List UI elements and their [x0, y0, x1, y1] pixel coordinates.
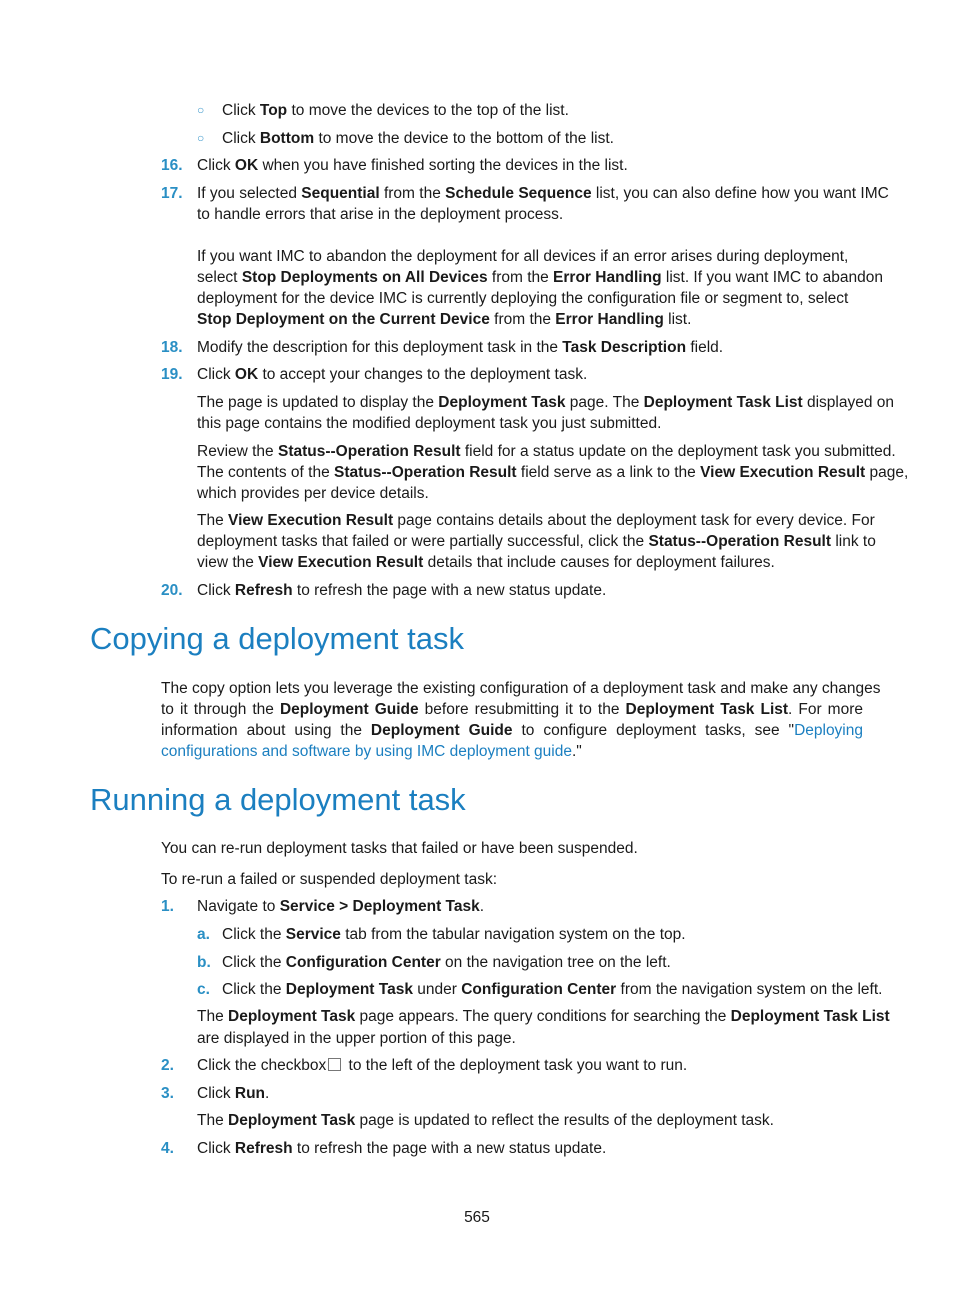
copy-para-line-2: to it through the Deployment Guide before resubmitting it to the Deployment Task List. For more — [161, 701, 863, 718]
run-para-1-line-2: are displayed in the upper portion of this page. — [197, 1030, 516, 1047]
run-para-1-line-1: The Deployment Task page appears. The query conditions for searching the Deployment Task List — [197, 1008, 890, 1025]
step-number: 18. — [161, 339, 183, 356]
section-heading-running: Running a deployment task — [90, 782, 466, 817]
step-19-para-2-line-2: The contents of the Status--Operation Result field serve as a link to the View Execution Result page, — [197, 464, 909, 481]
run-substep-b-text: Click the Configuration Center on the navigation tree on the left. — [222, 954, 671, 971]
step-17-line-2: to handle errors that arise in the deployment process. — [197, 206, 564, 223]
step-19-text: Click OK to accept your changes to the deployment task. — [197, 366, 588, 383]
step-20-text: Click Refresh to refresh the page with a new status update. — [197, 582, 607, 599]
copy-para-line-3: information about using the Deployment Guide to configure deployment tasks, see "Deploying — [161, 722, 863, 739]
step-number: 1. — [161, 898, 174, 915]
step-17-para-line-4: Stop Deployment on the Current Device from the Error Handling list. — [197, 311, 692, 328]
copy-para-line-1: The copy option lets you leverage the existing configuration of a deployment task and make any changes — [161, 680, 881, 697]
run-step-2-text: Click the checkbox to the left of the deployment task you want to run. — [197, 1057, 688, 1074]
step-number: 2. — [161, 1057, 174, 1074]
step-19-para-3-line-3: view the View Execution Result details that include causes for deployment failures. — [197, 554, 775, 571]
bullet-circle-icon: ○ — [197, 131, 205, 145]
substep-letter: c. — [197, 981, 210, 998]
step-17-line-1: If you selected Sequential from the Schedule Sequence list, you can also define how you want IMC — [197, 185, 889, 202]
step-number: 19. — [161, 366, 183, 383]
run-lead: To re-run a failed or suspended deployment task: — [161, 871, 498, 888]
run-substep-c-text: Click the Deployment Task under Configuration Center from the navigation system on the left. — [222, 981, 883, 998]
sub-bullet-bottom: Click Bottom to move the device to the bottom of the list. — [222, 130, 614, 147]
step-17-para-line-1: If you want IMC to abandon the deployment for all devices if an error arises during deployment, — [197, 248, 849, 265]
step-17-para-line-2: select Stop Deployments on All Devices from the Error Handling list. If you want IMC to abandon — [197, 269, 883, 286]
step-number: 4. — [161, 1140, 174, 1157]
page-number: 565 — [464, 1209, 490, 1226]
deployment-guide-link[interactable]: configurations and software by using IMC deployment guide — [161, 743, 572, 760]
step-18-text: Modify the description for this deployment task in the Task Description field. — [197, 339, 724, 356]
step-16-text: Click OK when you have finished sorting the devices in the list. — [197, 157, 628, 174]
substep-letter: b. — [197, 954, 211, 971]
step-19-para-2-line-1: Review the Status--Operation Result field for a status update on the deployment task you submitted. — [197, 443, 896, 460]
step-number: 17. — [161, 185, 183, 202]
step-19-para-3-line-1: The View Execution Result page contains details about the deployment task for every device. For — [197, 512, 875, 529]
substep-letter: a. — [197, 926, 210, 943]
step-19-para-1-line-2: this page contains the modified deployment task you just submitted. — [197, 415, 662, 432]
section-heading-copying: Copying a deployment task — [90, 621, 464, 656]
checkbox-icon — [328, 1058, 341, 1071]
deployment-guide-link[interactable]: Deploying — [794, 722, 863, 739]
run-substep-a-text: Click the Service tab from the tabular navigation system on the top. — [222, 926, 686, 943]
run-para-3: The Deployment Task page is updated to reflect the results of the deployment task. — [197, 1112, 774, 1129]
bullet-circle-icon: ○ — [197, 103, 205, 117]
sub-bullet-top: Click Top to move the devices to the top of the list. — [222, 102, 569, 119]
step-number: 20. — [161, 582, 183, 599]
step-17-para-line-3: deployment for the device IMC is currently deploying the configuration file or segment to, select — [197, 290, 849, 307]
run-step-1-text: Navigate to Service > Deployment Task. — [197, 898, 485, 915]
step-number: 16. — [161, 157, 183, 174]
step-number: 3. — [161, 1085, 174, 1102]
run-step-3-text: Click Run. — [197, 1085, 270, 1102]
step-19-para-3-line-2: deployment tasks that failed or were partially successful, click the Status--Operation Result link to — [197, 533, 876, 550]
run-step-4-text: Click Refresh to refresh the page with a new status update. — [197, 1140, 607, 1157]
copy-para-line-4: configurations and software by using IMC deployment guide." — [161, 743, 582, 760]
step-19-para-2-line-3: which provides per device details. — [197, 485, 429, 502]
step-19-para-1-line-1: The page is updated to display the Deployment Task page. The Deployment Task List displayed on — [197, 394, 895, 411]
run-intro: You can re-run deployment tasks that failed or have been suspended. — [161, 840, 638, 857]
